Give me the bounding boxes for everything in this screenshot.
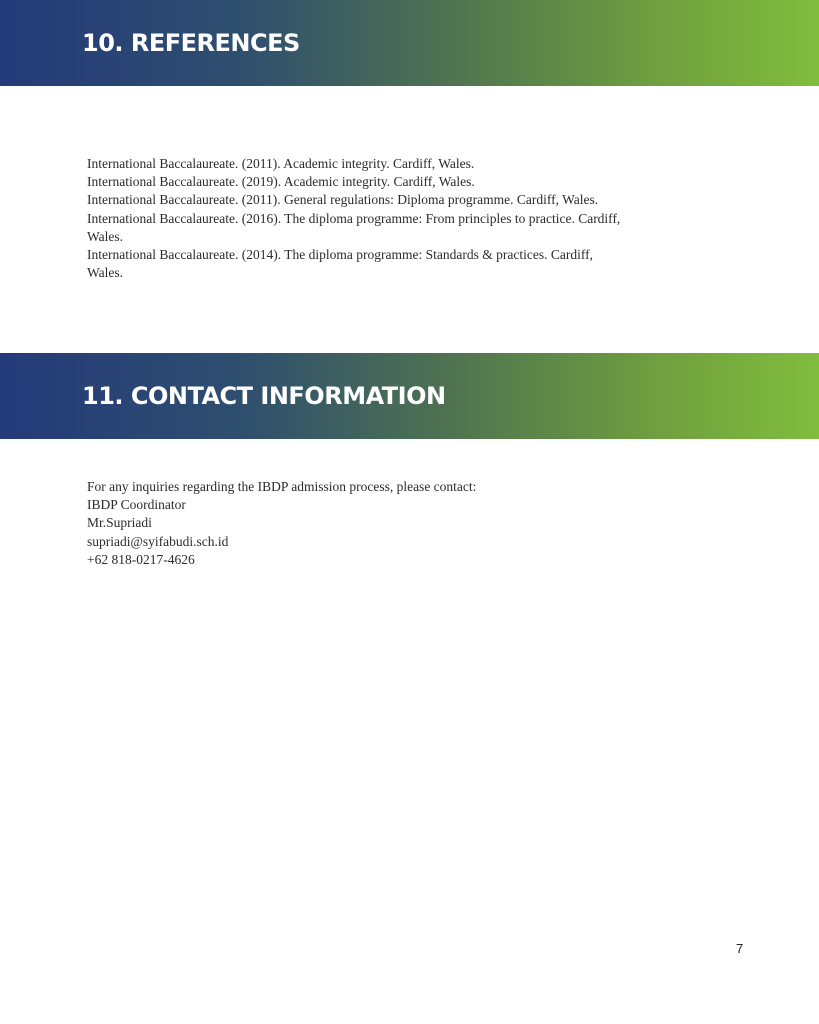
contact-header-banner (0, 353, 819, 439)
contact-phone: +62 818-0217-4626 (87, 551, 195, 567)
contact-heading: 11. CONTACT INFORMATION (82, 382, 446, 410)
contact-role: IBDP Coordinator (87, 497, 186, 513)
page-number: 7 (736, 941, 744, 956)
reference-entry: International Baccalaureate. (2016). The diploma programme: From principles to practice. Cardiff, Wales. (87, 210, 621, 244)
contact-intro: For any inquiries regarding the IBDP admission process, please contact: (87, 479, 477, 494)
reference-entry: International Baccalaureate. (2014). The diploma programme: Standards & practices. Cardiff, Wales. (87, 247, 593, 281)
references-header-banner (0, 0, 819, 86)
references-list (87, 155, 647, 282)
reference-entry: International Baccalaureate. (2019). Academic integrity. Cardiff, Wales. (87, 174, 475, 190)
contact-email: supriadi@syifabudi.sch.id (87, 533, 229, 549)
contact-name: Mr.Supriadi (87, 515, 152, 531)
reference-entry: International Baccalaureate. (2011). General regulations: Diploma programme. Cardiff, Wales. (87, 192, 599, 208)
references-heading: 10. REFERENCES (82, 29, 300, 57)
reference-entry: International Baccalaureate. (2011). Academic integrity. Cardiff, Wales. (87, 156, 475, 171)
contact-details (87, 478, 647, 569)
